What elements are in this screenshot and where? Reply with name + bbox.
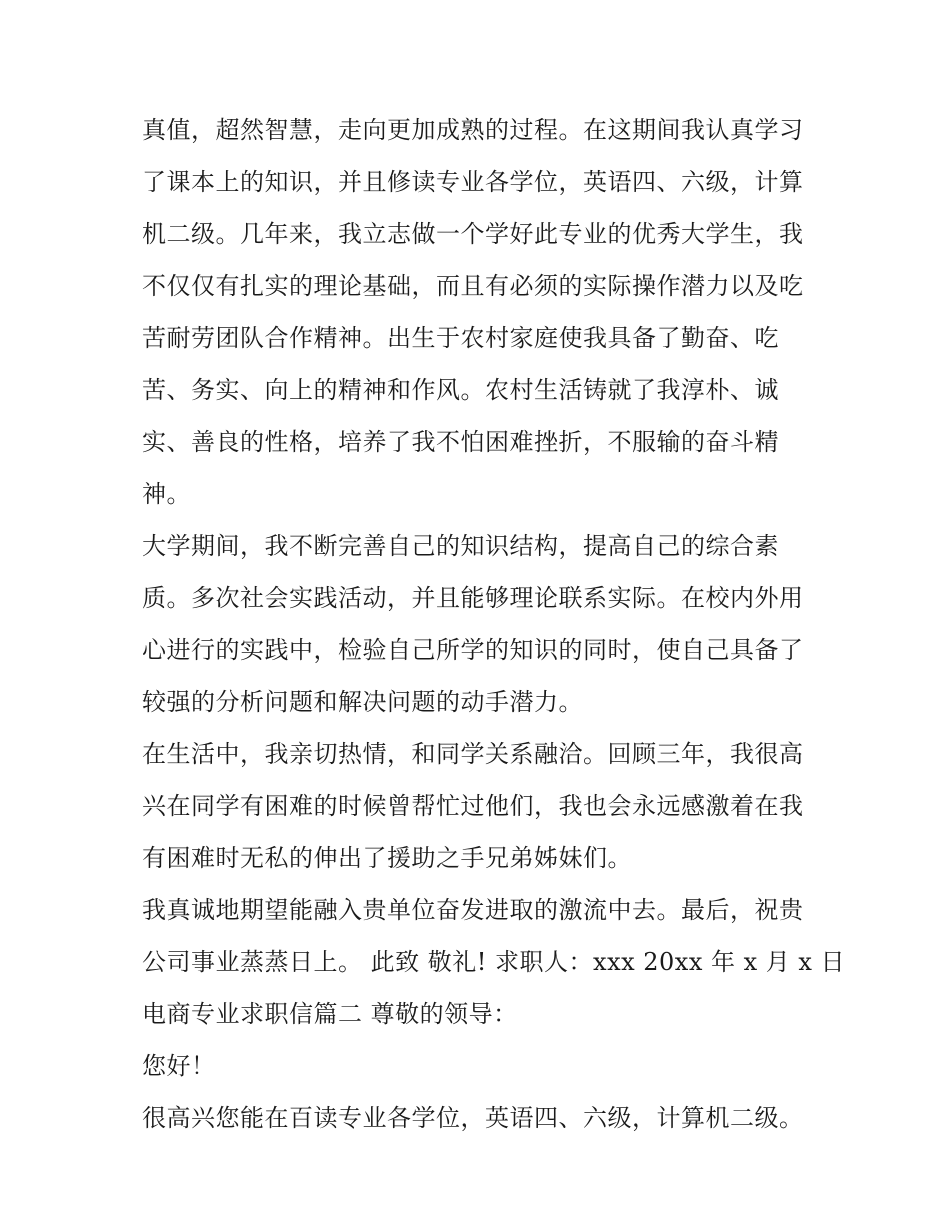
text-line: 质。多次社会实践活动，并且能够理论联系实际。在校内外用: [142, 584, 804, 612]
text-line: 苦耐劳团队合作精神。出生于农村家庭使我具备了勤奋、吃: [142, 324, 779, 352]
text-line: 公司事业蒸蒸日上。 此致 敬礼! 求职人：xxx 20xx 年 x 月 x 日: [142, 948, 846, 976]
text-line: 电商专业求职信篇二 尊敬的领导：: [142, 1000, 518, 1028]
text-line: 机二级。几年来，我立志做一个学好此专业的优秀大学生，我: [142, 220, 804, 248]
text-line: 大学期间，我不断完善自己的知识结构，提高自己的综合素: [142, 532, 779, 560]
text-line: 不仅仅有扎实的理论基础，而且有必须的实际操作潜力以及吃: [142, 272, 804, 300]
text-line: 您好！: [142, 1052, 216, 1080]
text-line: 了课本上的知识，并且修读专业各学位，英语四、六级，计算: [142, 168, 804, 196]
text-line: 较强的分析问题和解决问题的动手潜力。: [142, 688, 583, 716]
document-body: [142, 104, 846, 1144]
text-line: 兴在同学有困难的时候曾帮忙过他们，我也会永远感激着在我: [142, 792, 804, 820]
text-line: 真值，超然智慧，走向更加成熟的过程。在这期间我认真学习: [142, 116, 804, 144]
text-line: 实、善良的性格，培养了我不怕困难挫折，不服输的奋斗精: [142, 428, 779, 456]
text-line: 有困难时无私的伸出了援助之手兄弟姊妹们。: [142, 844, 632, 872]
text-line: 我真诚地期望能融入贵单位奋发进取的激流中去。最后，祝贵: [142, 896, 804, 924]
text-line: 心进行的实践中，检验自己所学的知识的同时，使自己具备了: [142, 636, 804, 664]
text-line: 苦、务实、向上的精神和作风。农村生活铸就了我淳朴、诚: [142, 376, 779, 404]
text-line: 很高兴您能在百读专业各学位，英语四、六级，计算机二级。: [142, 1104, 804, 1132]
text-line: 神。: [142, 480, 191, 508]
text-line: 在生活中，我亲切热情，和同学关系融洽。回顾三年，我很高: [142, 740, 804, 768]
